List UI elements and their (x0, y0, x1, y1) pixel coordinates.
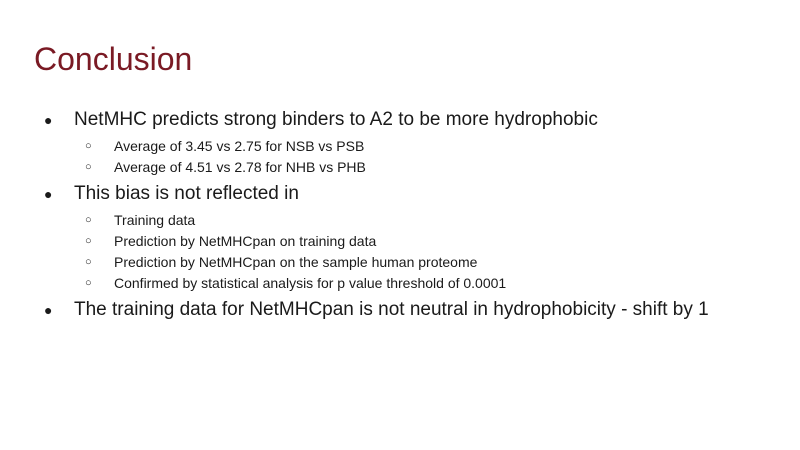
hollow-bullet-icon: ○ (85, 214, 92, 226)
sub-bullet-item (74, 157, 780, 178)
hollow-bullet-icon: ○ (85, 161, 92, 173)
sub-bullet-item (74, 252, 780, 273)
sub-bullet-list (74, 210, 780, 294)
sub-bullet-list (74, 136, 780, 178)
bullet-text: The training data for NetMHCpan is not neutral in hydrophobicity - shift by 1 (74, 299, 709, 320)
sub-bullet-text: Confirmed by statistical analysis for p value threshold of 0.0001 (114, 275, 507, 291)
filled-bullet-icon: ● (44, 112, 53, 128)
sub-bullet-text: Average of 3.45 vs 2.75 for NSB vs PSB (114, 138, 365, 154)
sub-bullet-text: Average of 4.51 vs 2.78 for NHB vs PHB (114, 159, 366, 175)
sub-bullet-text: Prediction by NetMHCpan on the sample human proteome (114, 254, 478, 270)
slide-content (40, 104, 780, 326)
hollow-bullet-icon: ○ (85, 140, 92, 152)
sub-bullet-text: Training data (114, 212, 196, 228)
sub-bullet-item (74, 136, 780, 157)
hollow-bullet-icon: ○ (85, 277, 92, 289)
bullet-item (40, 294, 780, 326)
sub-bullet-item (74, 231, 780, 252)
bullet-text: NetMHC predicts strong binders to A2 to be more hydrophobic (74, 109, 598, 130)
bullet-item (40, 178, 780, 294)
sub-bullet-item (74, 273, 780, 294)
sub-bullet-text: Prediction by NetMHCpan on training data (114, 233, 377, 249)
hollow-bullet-icon: ○ (85, 256, 92, 268)
sub-bullet-item (74, 210, 780, 231)
hollow-bullet-icon: ○ (85, 235, 92, 247)
filled-bullet-icon: ● (44, 302, 53, 318)
filled-bullet-icon: ● (44, 186, 53, 202)
slide-title: Conclusion (34, 41, 193, 77)
bullet-item (40, 104, 780, 178)
bullet-list (40, 104, 780, 326)
bullet-text: This bias is not reflected in (74, 183, 299, 204)
